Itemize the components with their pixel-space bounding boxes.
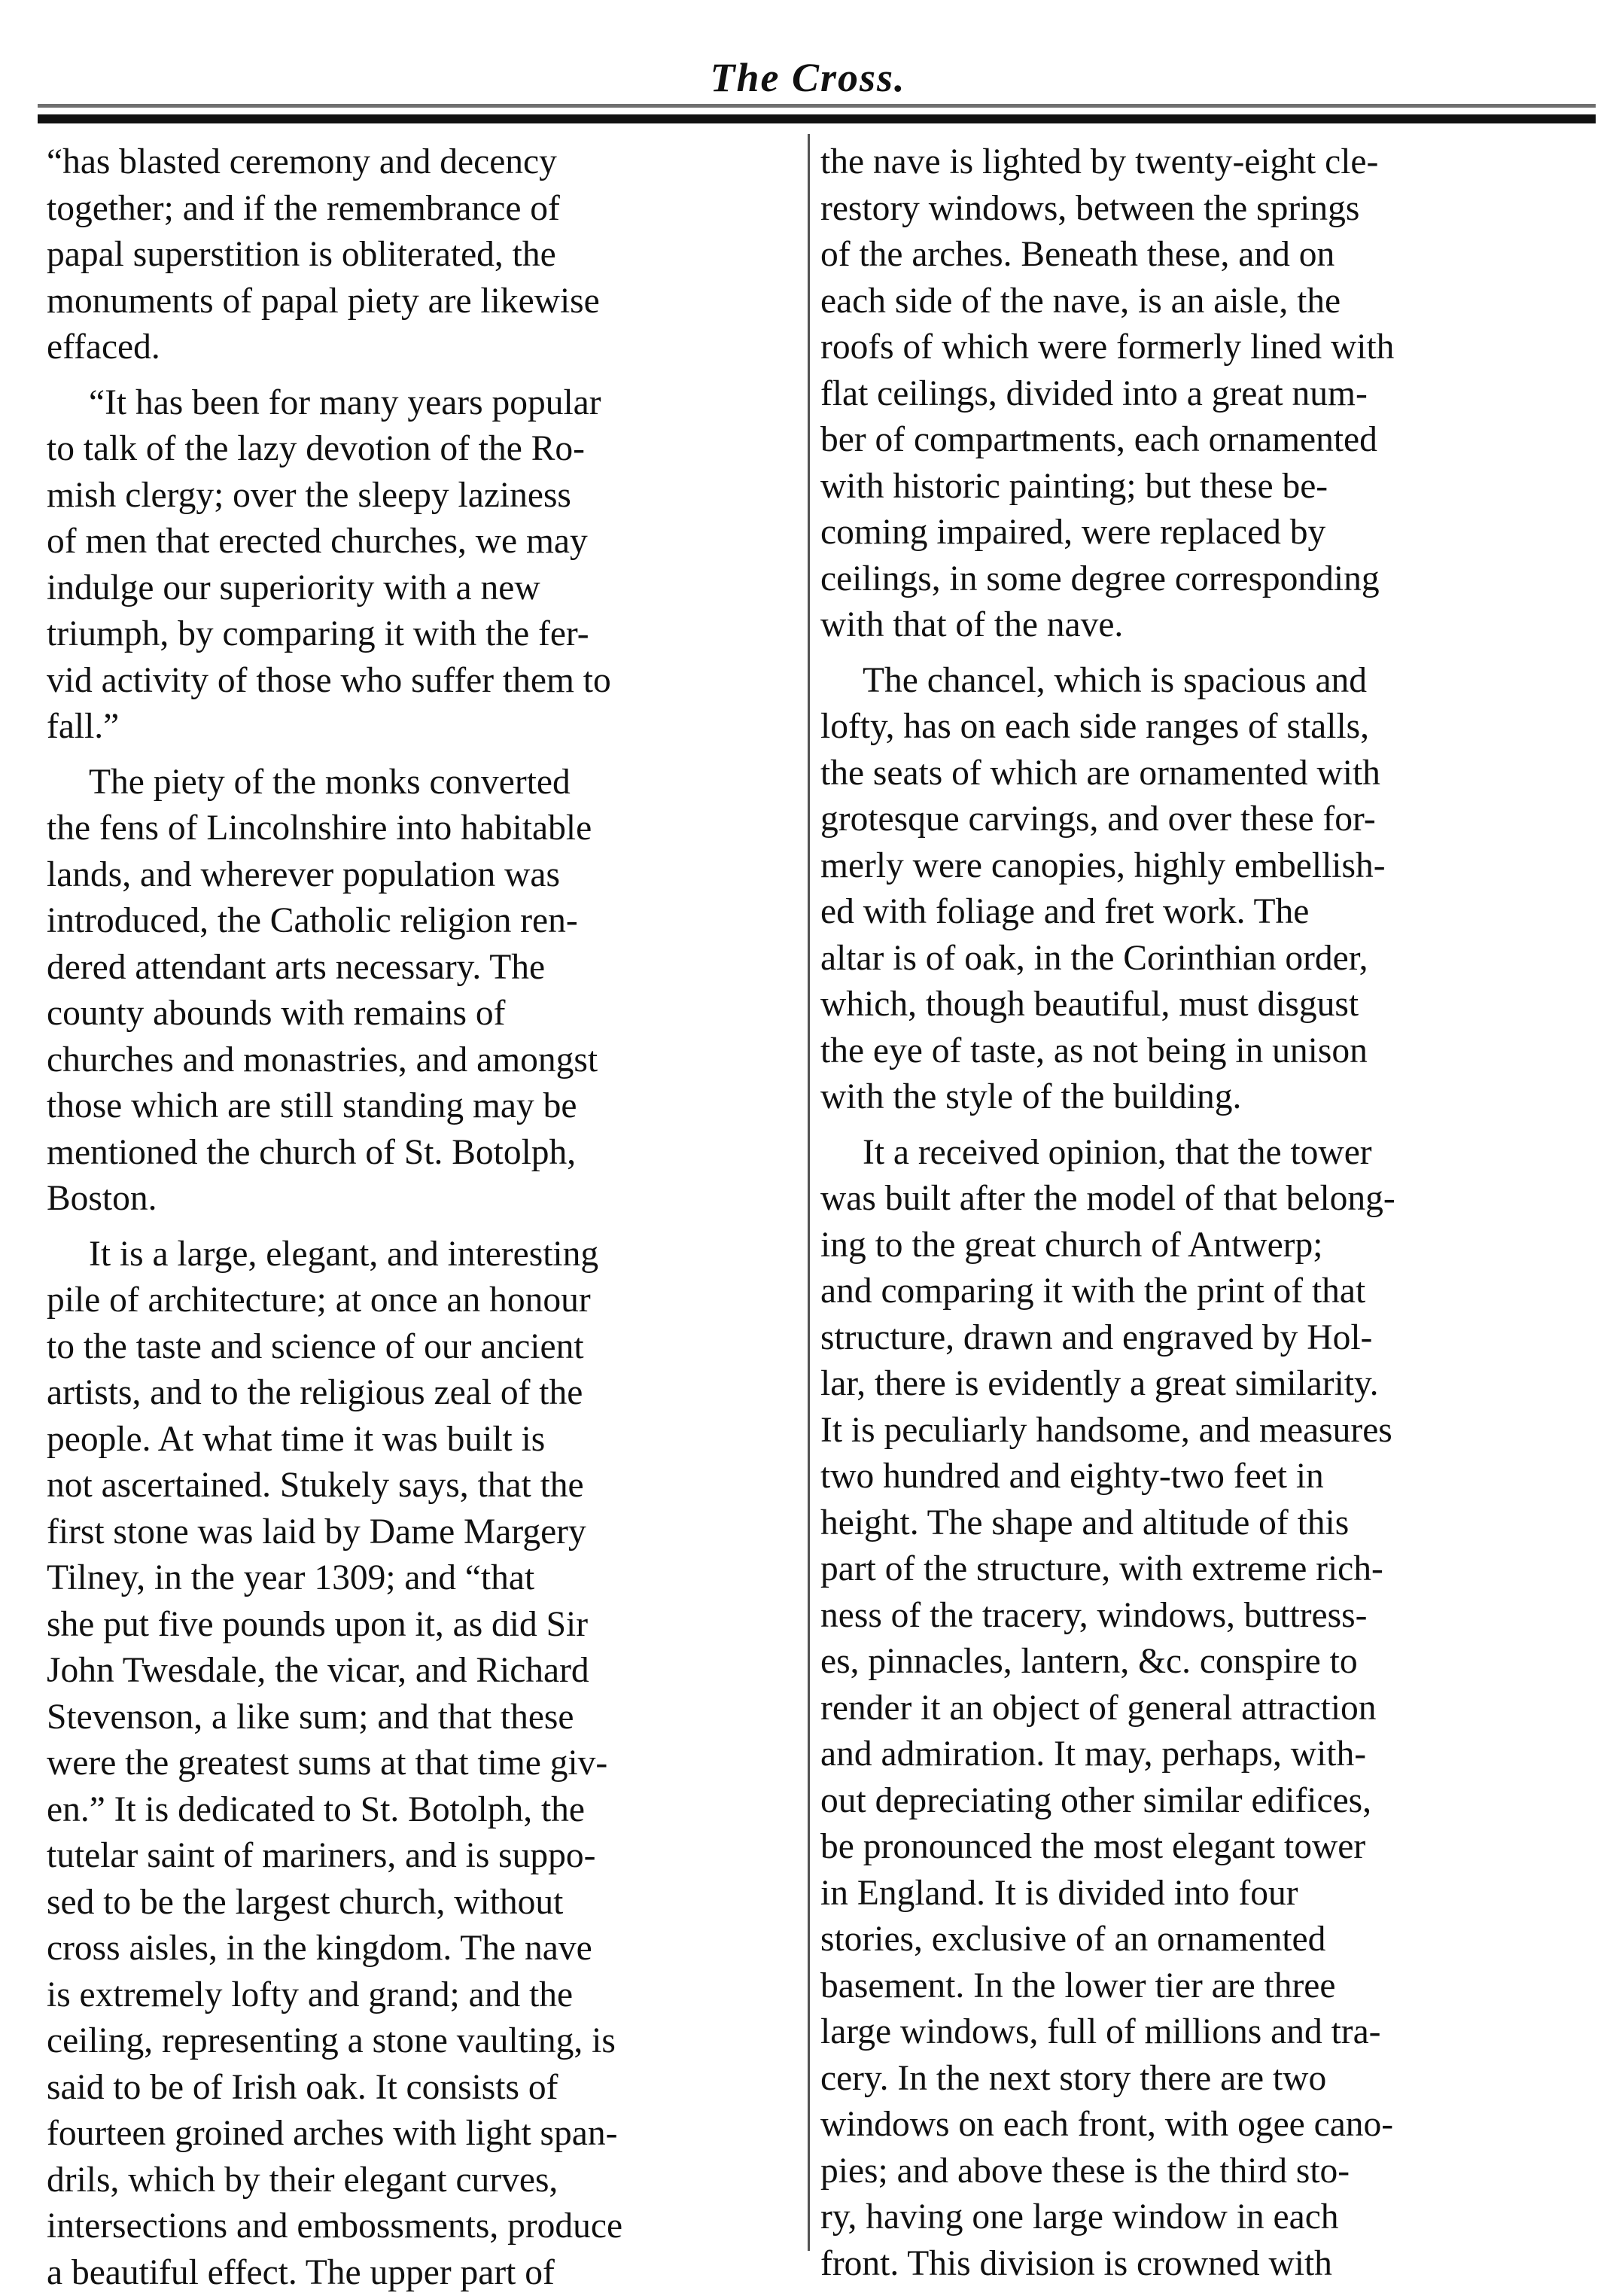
header-rule [38, 114, 1596, 123]
running-head: The Cross. [0, 54, 1616, 101]
paragraph: It a received opinion, that the tower was built after the model of that belong- ing to the great church of Antwerp; and comparing it with the print of that structure, drawn and engraved by Hol- lar, there is evidently a great similarity. It is peculiarly handsome, and measures two hundred and eighty-two feet in height. The shape and altitude of this part of the structure, with extreme rich- ness of the tracery, windows, buttress- es, pinnacles, lantern, &c. conspire to render it an object of general attraction and admiration. It may, perhaps, with- out depreciating other similar edifices, be pronounced the most elegant tower in England. It is divided into four stories, exclusive of an ornamented basement. In the lower tier are three large windows, full of millions and tra- cery. In the next story there are two windows on each front, with ogee cano- pies; and above these is the third sto- ry, having one large window in each front. This division is crowned with [820, 1130, 1564, 2288]
paragraph: the nave is lighted by twenty-eight cle- restory windows, between the springs of the arches. Beneath these, and on each side of the nave, is an aisle, the roofs of which were formerly lined with flat ceilings, divided into a great num- ber of compartments, each ornamented with historic painting; but these be- coming impaired, were replaced by ceilings, in some degree corresponding with that of the nave. [820, 139, 1564, 649]
header-rule-thin [38, 104, 1596, 108]
left-column [47, 139, 790, 2258]
paragraph: “It has been for many years popular to talk of the lazy devotion of the Ro- mish clergy; over the sleepy laziness of men that erected churches, we may indulge our superiority with a new triumph, by comparing it with the fer- vid activity of those who suffer them to fall.” [47, 380, 790, 751]
paragraph: “has blasted ceremony and decency together; and if the remembrance of papal superstition is obliterated, the monuments of papal piety are likewise effaced. [47, 139, 790, 371]
column-divider [808, 134, 810, 2251]
paragraph: It is a large, elegant, and interesting pile of architecture; at once an honour to the taste and science of our ancient artists, and to the religious zeal of the people. At what time it was built is not ascertained. Stukely says, that the first stone was laid by Dame Margery Tilney, in the year 1309; and “that she put five pounds upon it, as did Sir John Twesdale, the vicar, and Richard Stevenson, a like sum; and that these were the greatest sums at that time giv- en.” It is dedicated to St. Botolph, the tutelar saint of mariners, and is suppo- sed to be the largest church, without cross aisles, in the kingdom. The nave is extremely lofty and grand; and the ceiling, representing a stone vaulting, is said to be of Irish oak. It consists of fourteen groined arches with light span- drils, which by their elegant curves, intersections and embossments, produce a beautiful effect. The upper part of [47, 1232, 790, 2296]
right-column [820, 139, 1564, 2258]
paragraph: The piety of the monks converted the fens of Lincolnshire into habitable lands, and wherever population was introduced, the Catholic religion ren- dered attendant arts necessary. The county abounds with remains of churches and monastries, and amongst those which are still standing may be mentioned the church of St. Botolph, Boston. [47, 760, 790, 1223]
paragraph: The chancel, which is spacious and lofty, has on each side ranges of stalls, the seats of which are ornamented with grotesque carvings, and over these for- merly were canopies, highly embellish- ed with foliage and fret work. The altar is of oak, in the Corinthian order, which, though beautiful, must disgust the eye of taste, as not being in unison with the style of the building. [820, 658, 1564, 1121]
